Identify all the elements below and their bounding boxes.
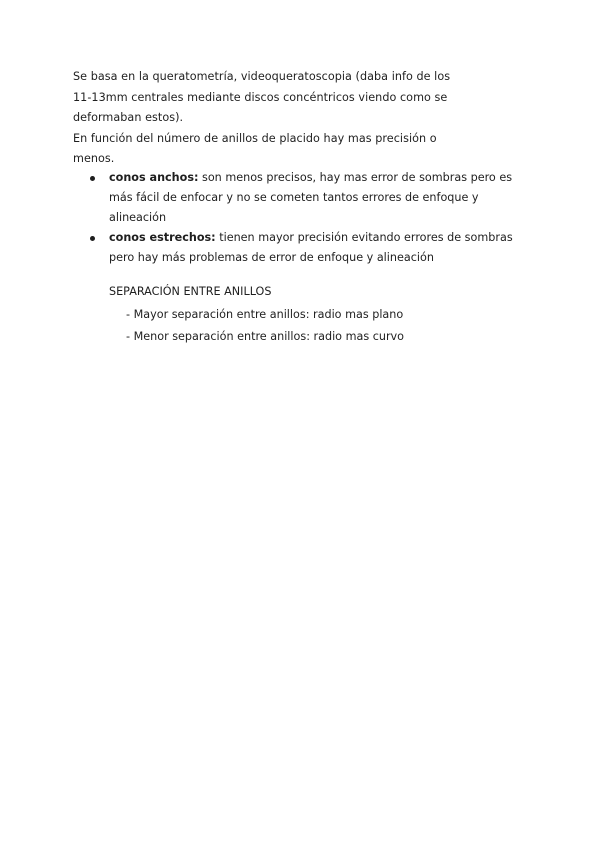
- bullet-term: conos estrechos:: [109, 231, 216, 244]
- ring-separation-section: [109, 282, 529, 348]
- bullet-dot-icon: [90, 176, 95, 181]
- intro-line: Se basa en la queratometría, videoqueratoscopia (daba info de los: [73, 70, 451, 83]
- bullet-text: son menos precisos, hay mas error de sombras pero es: [198, 171, 513, 184]
- list-item-line: [109, 168, 528, 188]
- list-item-wide-cones: [88, 168, 528, 228]
- list-item: - Mayor separación entre anillos: radio mas plano: [126, 308, 404, 321]
- list-item-line: [109, 228, 528, 248]
- bullet-term: conos anchos:: [109, 171, 199, 184]
- list-item: - Menor separación entre anillos: radio mas curvo: [126, 330, 405, 343]
- list-item-line: más fácil de enfocar y no se cometen tantos errores de enfoque y: [109, 191, 479, 204]
- intro-line: 11-13mm centrales mediante discos concéntricos viendo como se: [73, 90, 448, 104]
- list-item-narrow-cones: [88, 228, 528, 268]
- intro-line: En función del número de anillos de placido hay mas precisión o: [73, 131, 437, 145]
- bullet-text: tienen mayor precisión evitando errores de sombras: [215, 231, 513, 244]
- intro-paragraph: [73, 67, 493, 170]
- list-item-line: alineación: [109, 211, 167, 224]
- list-item-line: pero hay más problemas de error de enfoque y alineación: [109, 251, 434, 264]
- bullet-dot-icon: [90, 236, 95, 241]
- intro-line: deformaban estos).: [73, 111, 184, 124]
- intro-line: menos.: [73, 152, 115, 165]
- section-heading: SEPARACIÓN ENTRE ANILLOS: [109, 285, 272, 298]
- cone-types-list: [88, 168, 528, 268]
- separation-list: [109, 304, 529, 348]
